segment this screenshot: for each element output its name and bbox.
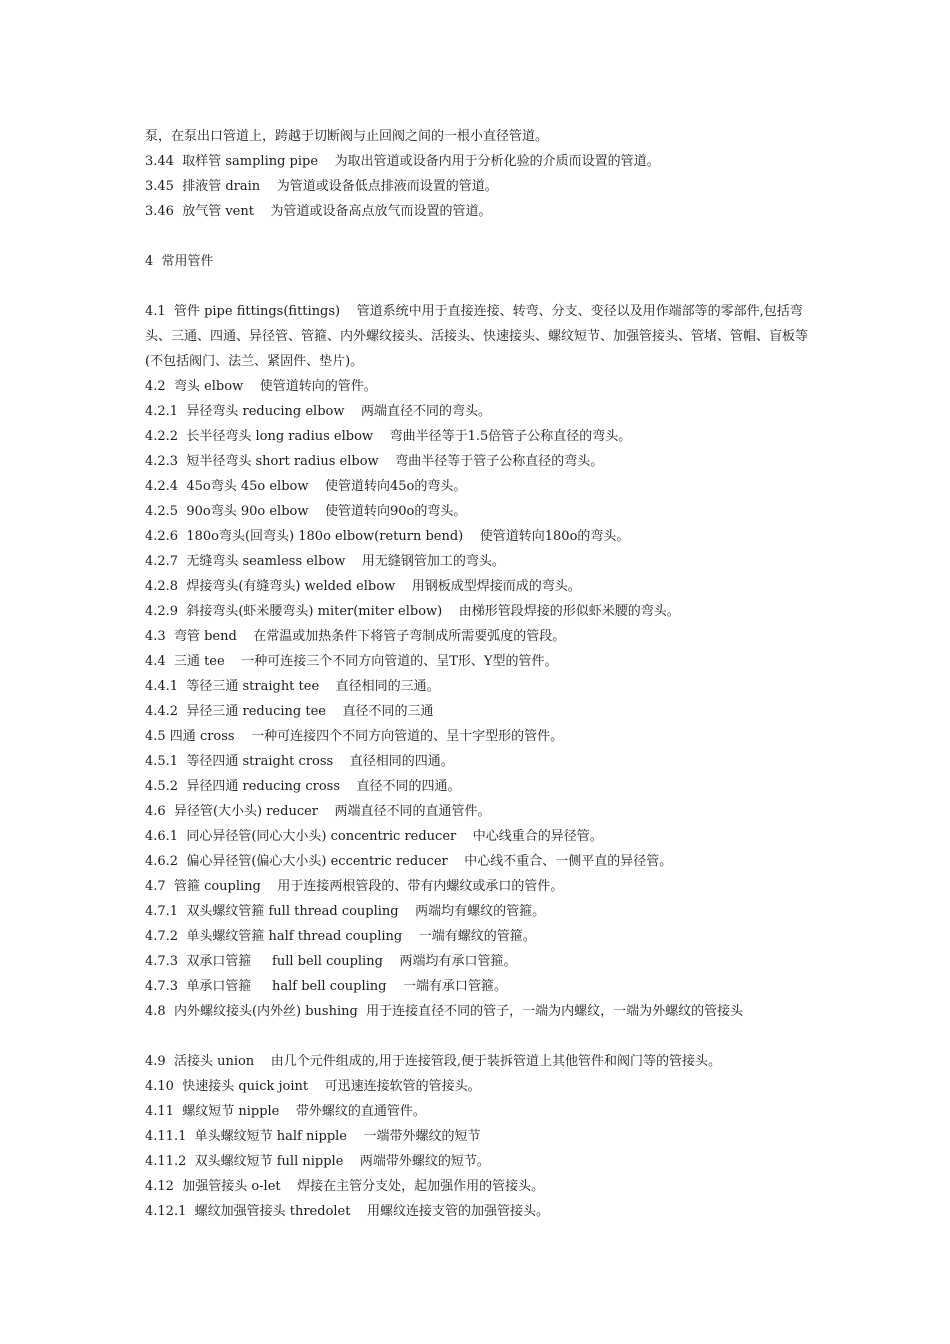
term-4-2-5: 4.2.5 90o弯头 90o elbow 使管道转向90o的弯头。 (145, 504, 467, 519)
term-4-5-2: 4.5.2 异径四通 reducing cross 直径不同的四通。 (145, 779, 461, 794)
term-4-7-2: 4.7.2 单头螺纹管箍 half thread coupling 一端有螺纹的管箍。 (145, 929, 536, 944)
term-4-11-2: 4.11.2 双头螺纹短节 full nipple 两端带外螺纹的短节。 (145, 1154, 490, 1169)
term-4-11: 4.11 螺纹短节 nipple 带外螺纹的直通管件。 (145, 1104, 426, 1119)
term-4-7-3b: 4.7.3 单承口管箍 half bell coupling 一端有承口管箍。 (145, 979, 508, 994)
term-4-2-9: 4.2.9 斜接弯头(虾米腰弯头) miter(miter elbow) 由梯形管段焊接的形似虾米腰的弯头。 (145, 604, 680, 619)
term-4-9: 4.9 活接头 union 由几个元件组成的,用于连接管段,便于装拆管道上其他管件和阀门等的管接头。 (145, 1054, 721, 1069)
term-3-45: 3.45 排液管 drain 为管道或设备低点排液而设置的管道。 (145, 179, 498, 194)
term-4-2-4: 4.2.4 45o弯头 45o elbow 使管道转向45o的弯头。 (145, 479, 467, 494)
term-4-2-6: 4.2.6 180o弯头(回弯头) 180o elbow(return bend) 使管道转向180o的弯头。 (145, 529, 630, 544)
term-4-12: 4.12 加强管接头 o-let 焊接在主管分支处，起加强作用的管接头。 (145, 1179, 545, 1194)
blank-line (145, 274, 825, 299)
term-4-2-1: 4.2.1 异径弯头 reducing elbow 两端直径不同的弯头。 (145, 404, 491, 419)
term-4-2-8: 4.2.8 焊接弯头(有缝弯头) welded elbow 用钢板成型焊接而成的弯头。 (145, 579, 581, 594)
term-4-2-3: 4.2.3 短半径弯头 short radius elbow 弯曲半径等于管子公称直径的弯头。 (145, 454, 604, 469)
section-heading: 4 常用管件 (145, 254, 214, 269)
term-4-1-paragraph: 4.1 管件 pipe fittings(fittings) 管道系统中用于直接连接、转弯、分支、变径以及用作端部等的零部件,包括弯头、三通、四通、异径管、管箍、内外螺纹接头、活接头、快速接头、螺纹短节、加强管接头、管堵、管帽、盲板等(不包括阀门、法兰、紧固件、垫片)。 (145, 304, 809, 369)
term-4-4-2: 4.4.2 异径三通 reducing tee 直径不同的三通 (145, 704, 434, 719)
term-3-46: 3.46 放气管 vent 为管道或设备高点放气而设置的管道。 (145, 204, 492, 219)
blank-line (145, 1024, 825, 1049)
term-4-2-7: 4.2.7 无缝弯头 seamless elbow 用无缝钢管加工的弯头。 (145, 554, 505, 569)
term-4-7-1: 4.7.1 双头螺纹管箍 full thread coupling 两端均有螺纹的管箍。 (145, 904, 546, 919)
term-3-44: 3.44 取样管 sampling pipe 为取出管道或设备内用于分析化验的介质而设置的管道。 (145, 154, 660, 169)
term-4-8: 4.8 内外螺纹接头(内外丝) bushing 用于连接直径不同的管子，一端为内螺纹，一端为外螺纹的管接头 (145, 1004, 744, 1019)
text-line: 泵，在泵出口管道上，跨越于切断阀与止回阀之间的一根小直径管道。 (145, 129, 549, 144)
term-4-7-3a: 4.7.3 双承口管箍 full bell coupling 两端均有承口管箍。 (145, 954, 517, 969)
term-4-10: 4.10 快速接头 quick joint 可迅速连接软管的管接头。 (145, 1079, 481, 1094)
term-4-4-1: 4.4.1 等径三通 straight tee 直径相同的三通。 (145, 679, 440, 694)
term-4-6: 4.6 异径管(大小头) reducer 两端直径不同的直通管件。 (145, 804, 491, 819)
term-4-7: 4.7 管箍 coupling 用于连接两根管段的、带有内螺纹或承口的管件。 (145, 879, 564, 894)
term-4-2-2: 4.2.2 长半径弯头 long radius elbow 弯曲半径等于1.5倍管子公称直径的弯头。 (145, 429, 632, 444)
term-4-6-1: 4.6.1 同心异径管(同心大小头) concentric reducer 中心线重合的异径管。 (145, 829, 603, 844)
term-4-6-2: 4.6.2 偏心异径管(偏心大小头) eccentric reducer 中心线不重合、一侧平直的异径管。 (145, 854, 673, 869)
term-4-11-1: 4.11.1 单头螺纹短节 half nipple 一端带外螺纹的短节 (145, 1129, 481, 1144)
term-4-5: 4.5 四通 cross 一种可连接四个不同方向管道的、呈十字型形的管件。 (145, 729, 564, 744)
term-4-3: 4.3 弯管 bend 在常温或加热条件下将管子弯制成所需要弧度的管段。 (145, 629, 566, 644)
term-4-12-1: 4.12.1 螺纹加强管接头 thredolet 用螺纹连接支管的加强管接头。 (145, 1204, 550, 1219)
term-4-2: 4.2 弯头 elbow 使管道转向的管件。 (145, 379, 377, 394)
term-4-4: 4.4 三通 tee 一种可连接三个不同方向管道的、呈T形、Y型的管件。 (145, 654, 558, 669)
term-4-5-1: 4.5.1 等径四通 straight cross 直径相同的四通。 (145, 754, 454, 769)
document-page (145, 124, 825, 1224)
blank-line (145, 224, 825, 249)
